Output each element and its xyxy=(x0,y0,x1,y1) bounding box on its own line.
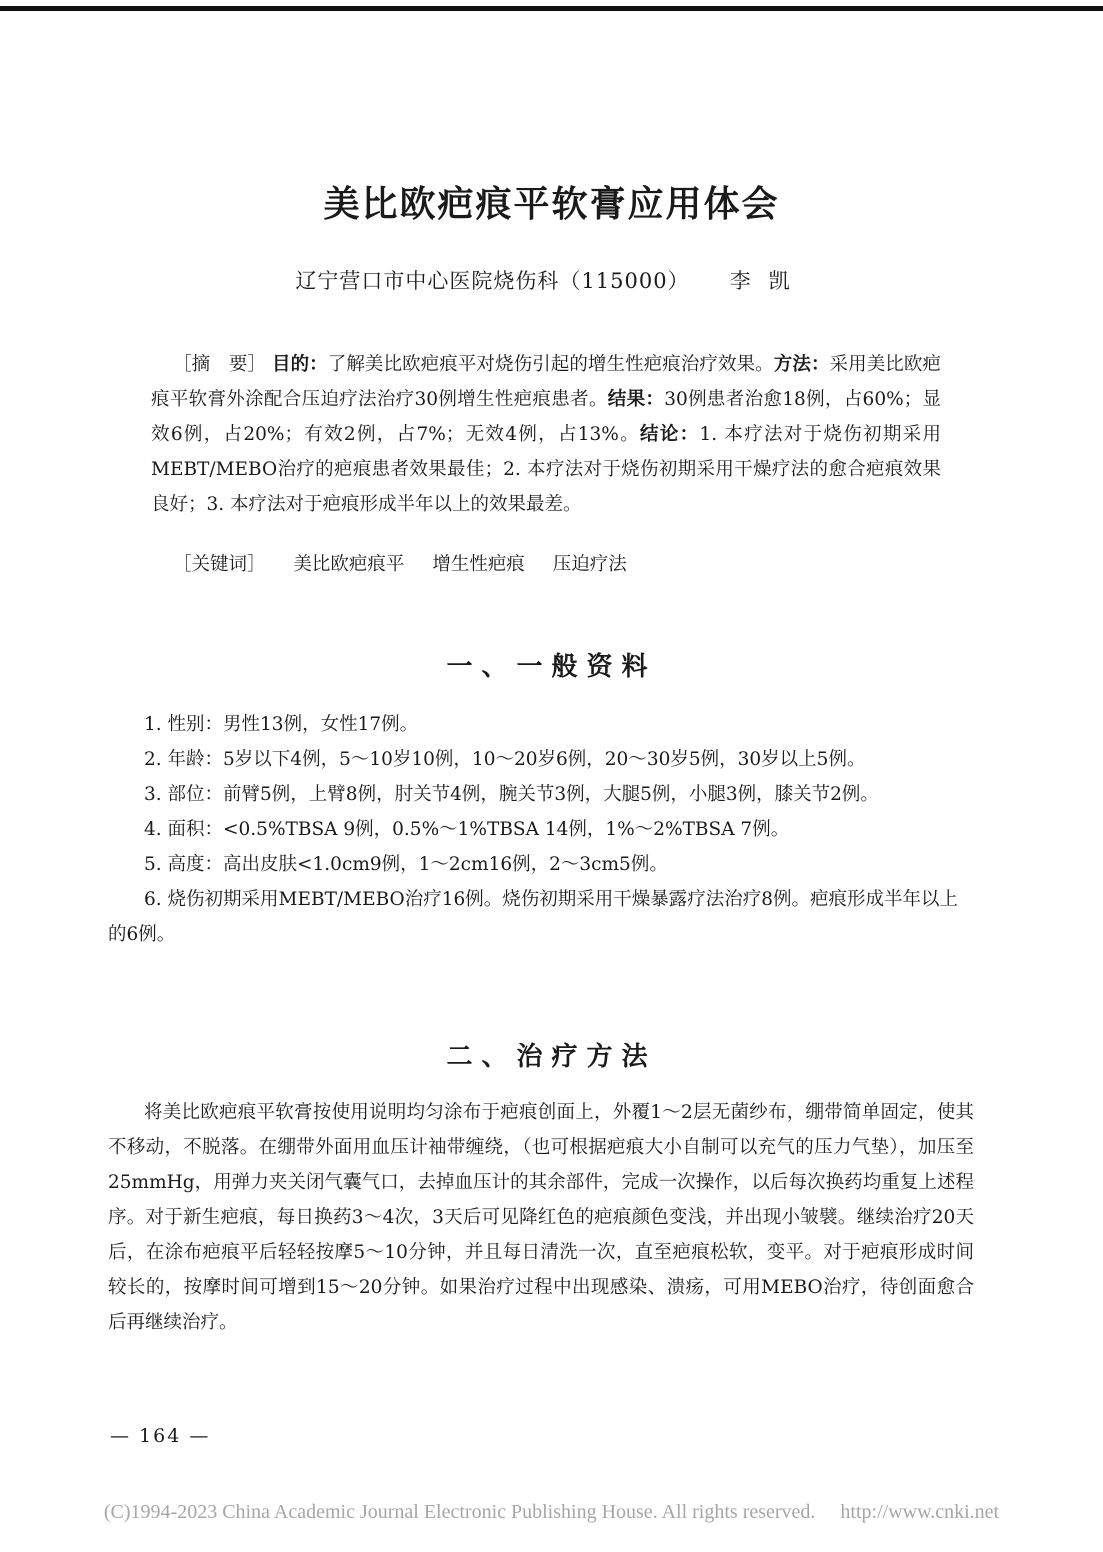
byline xyxy=(0,265,1103,295)
keyword: 美比欧疤痕平 xyxy=(293,554,405,575)
page-number: — 164 — xyxy=(110,1425,211,1447)
abstract-result-label: 结果： xyxy=(607,389,665,410)
abstract-method-text: 采用美比欧疤痕平软膏外涂配合压迫疗法治疗30例增生性疤痕患者。 xyxy=(151,354,941,410)
article-title: 美比欧疤痕平软膏应用体会 xyxy=(323,184,780,225)
abstract-result-text: 30例患者治愈18例，占60%；显效6例，占20%；有效2例，占7%；无效4例，占13%。 xyxy=(151,389,941,445)
keywords xyxy=(173,547,943,582)
keyword: 增生性疤痕 xyxy=(432,554,525,575)
section-heading-general-data: 一、一般资料 xyxy=(446,652,657,682)
abstract-conclusion-text: 1. 本疗法对于烧伤初期采用MEBT/MEBO治疗的疤痕患者效果最佳；2. 本疗法对于烧伤初期采用干燥疗法的愈合疤痕效果良好；3. 本疗法对于疤痕形成半年以上的效果最差。 xyxy=(151,424,941,515)
author: 李凯 xyxy=(729,269,808,293)
list-item: 3. 部位：前臂5例，上臂8例，肘关节4例，腕关节3例，大腿5例，小腿3例，膝关节2例。 xyxy=(144,784,879,805)
general-data-list xyxy=(108,707,974,952)
list-item: 6. 烧伤初期采用MEBT/MEBO治疗16例。烧伤初期采用干燥暴露疗法治疗8例。疤痕形成半年以上的6例。 xyxy=(108,889,959,945)
keywords-label: ［关键词］ xyxy=(173,554,266,575)
section-heading-treatment-method: 二、治疗方法 xyxy=(446,1042,657,1072)
abstract-method-label: 方法： xyxy=(773,354,830,375)
abstract xyxy=(151,347,941,522)
copyright-notice: (C)1994-2023 China Academic Journal Electronic Publishing House. All rights reserved. http://www.cnki.net xyxy=(103,1501,1000,1523)
abstract-purpose-label: 目的： xyxy=(271,354,328,375)
header-rule xyxy=(0,6,1103,11)
abstract-purpose-text: 了解美比欧疤痕平对烧伤引起的增生性疤痕治疗效果。 xyxy=(327,354,774,375)
treatment-paragraph: 将美比欧疤痕平软膏按使用说明均匀涂布于疤痕创面上，外覆1～2层无菌纱布，绷带简单固定，使其不移动，不脱落。在绷带外面用血压计袖带缠绕，（也可根据疤痕大小自制可以充气的压力气垫），加压至25mmHg，用弹力夹关闭气囊气口，去掉血压计的其余部件，完成一次操作，以后每次换药均重复上述程序。对于新生疤痕，每日换药3～4次，3天后可见降红色的疤痕颜色变浅，并出现小皱襞。继续治疗20天后，在涂布疤痕平后轻轻按摩5～10分钟，并且每日清洗一次，直至疤痕松软，变平。对于疤痕形成时间较长的，按摩时间可增到15～20分钟。如果治疗过程中出现感染、溃疡，可用MEBO治疗，待创面愈合后再继续治疗。 xyxy=(108,1102,974,1333)
list-item: 1. 性别：男性13例，女性17例。 xyxy=(144,714,419,735)
list-item: 4. 面积：<0.5%TBSA 9例，0.5%～1%TBSA 14例，1%～2%TBSA 7例。 xyxy=(144,819,790,840)
list-item: 2. 年龄：5岁以下4例，5～10岁10例，10～20岁6例，20～30岁5例，30岁以上5例。 xyxy=(144,749,866,770)
keyword: 压迫疗法 xyxy=(552,554,627,575)
list-item: 5. 高度：高出皮肤<1.0cm9例，1～2cm16例，2～3cm5例。 xyxy=(144,854,668,875)
affiliation: 辽宁营口市中心医院烧伤科（115000） xyxy=(295,269,690,293)
abstract-label: ［摘 要］ xyxy=(173,354,267,375)
abstract-conclusion-label: 结论： xyxy=(640,424,700,445)
